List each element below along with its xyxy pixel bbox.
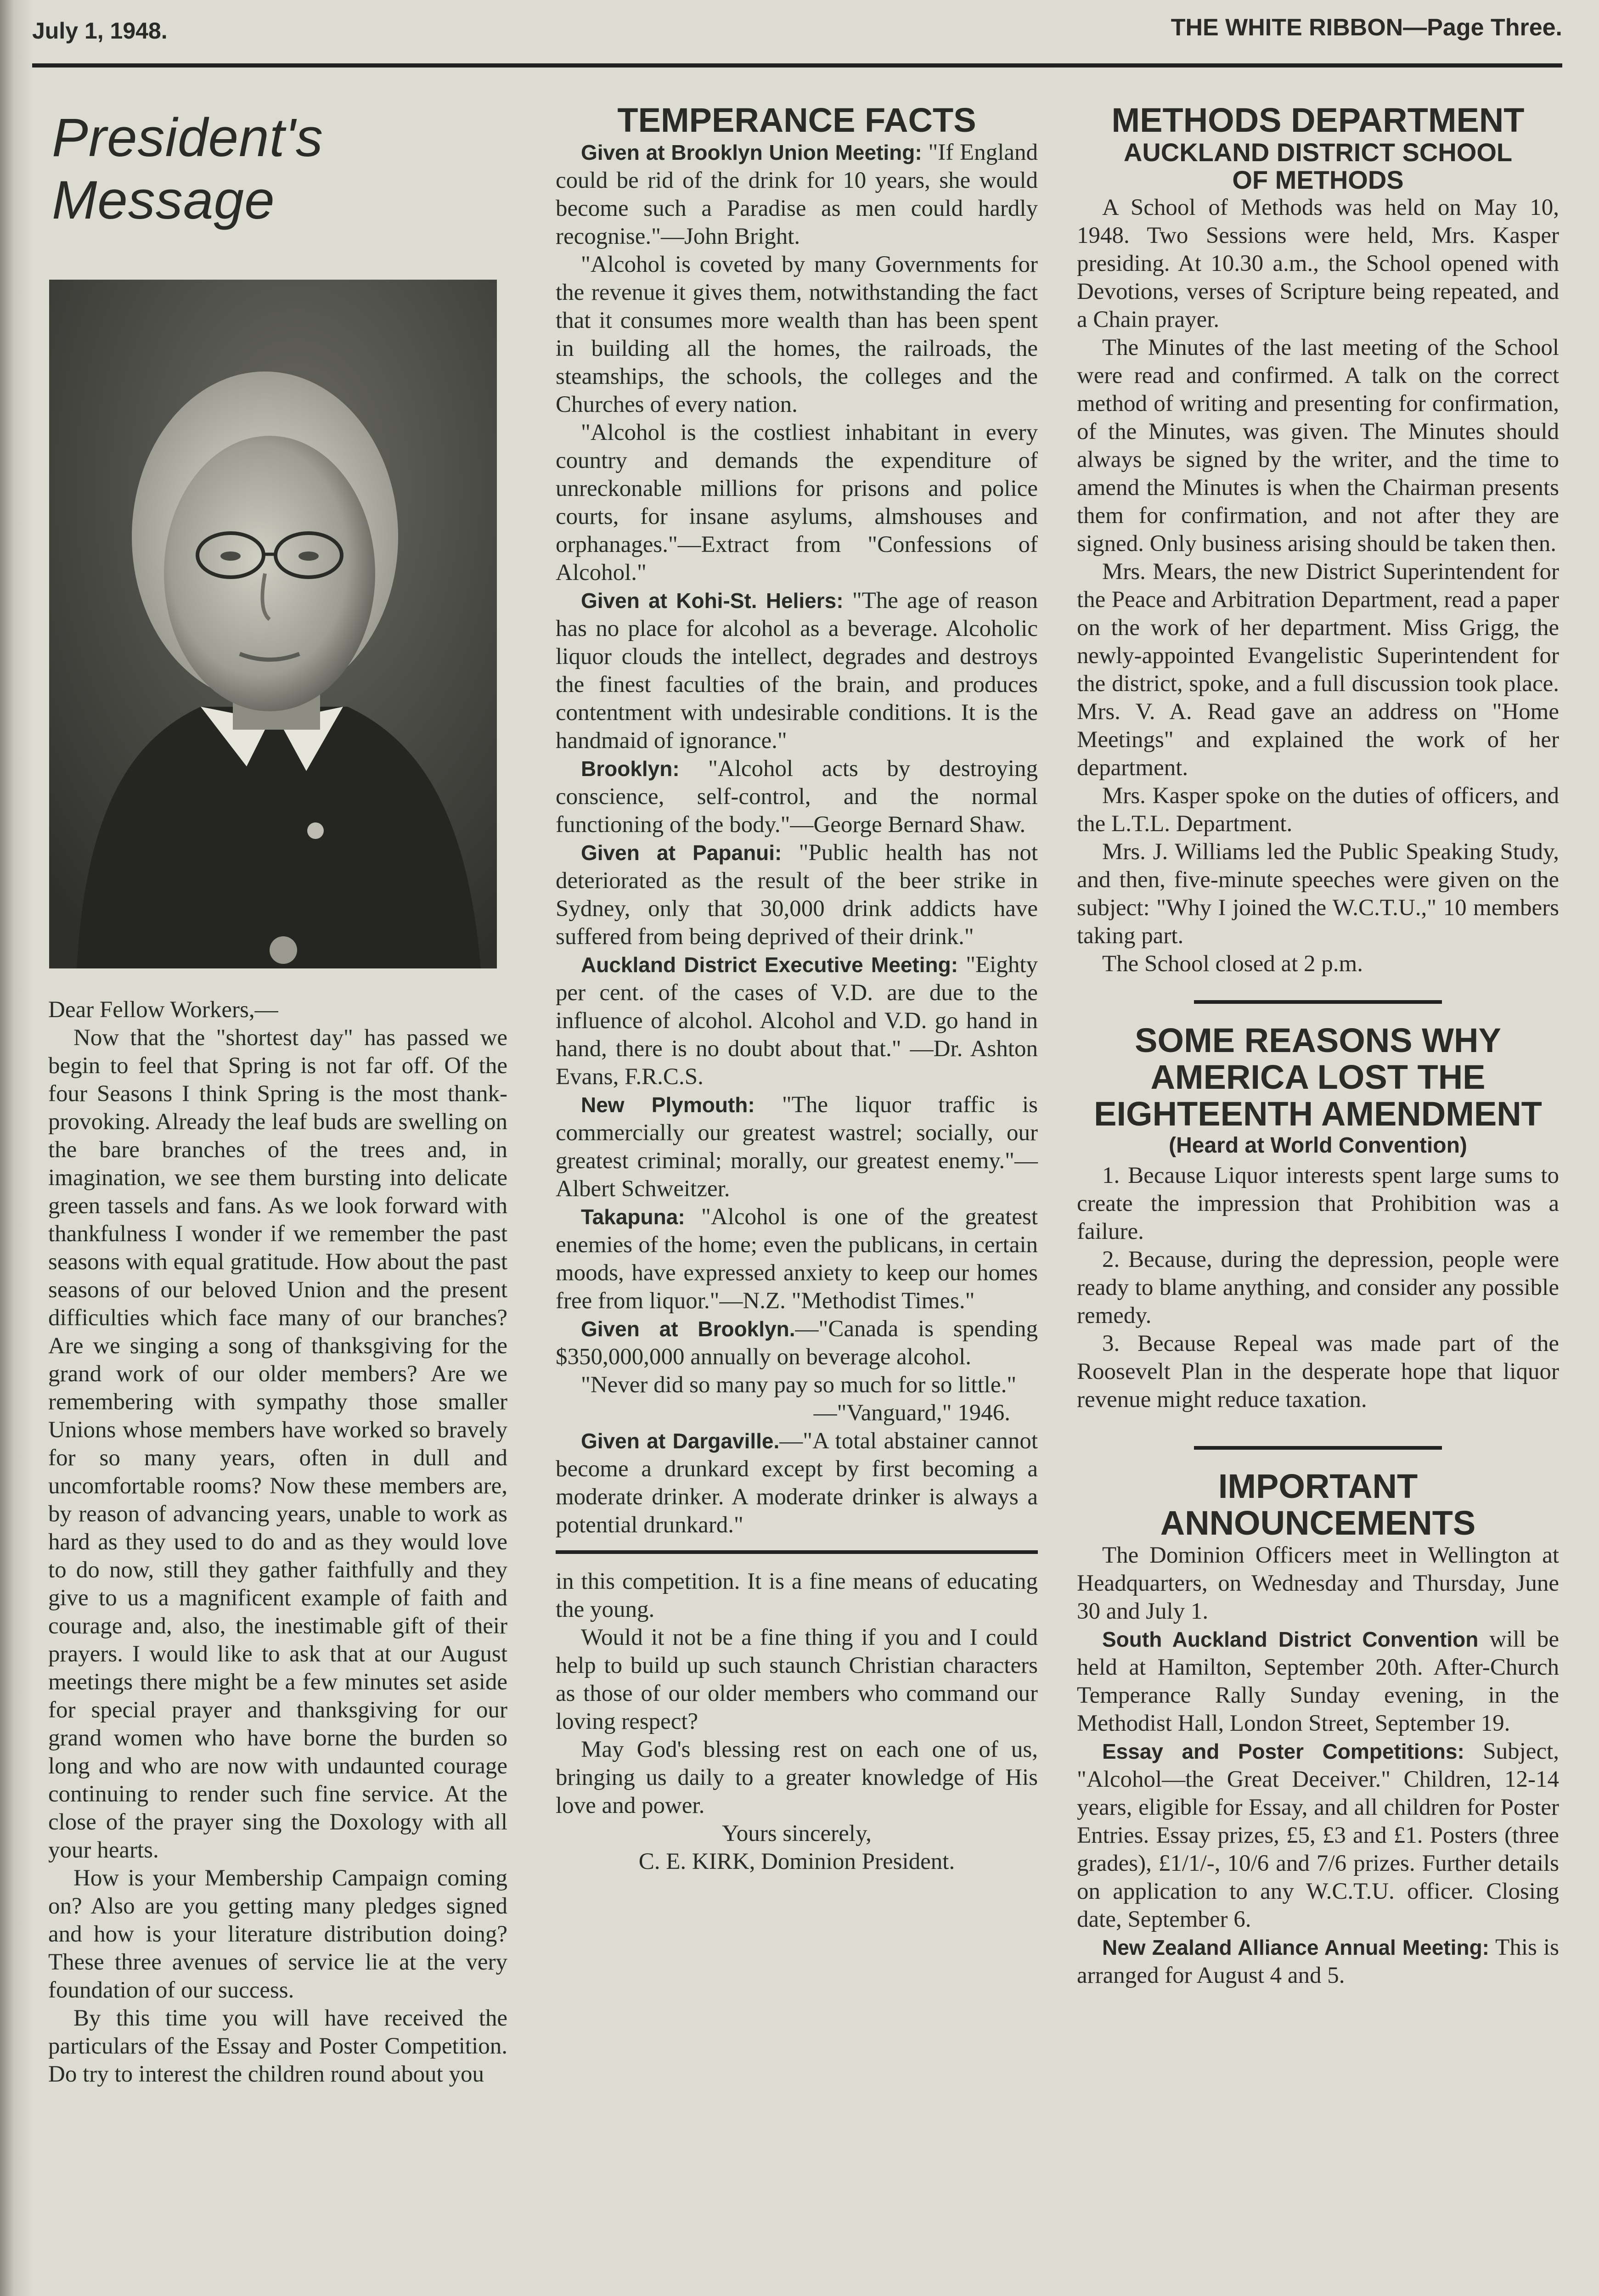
president-continued: May God's blessing rest on each one of us, bringing us daily to a greater knowledge of His love and power. <box>556 1737 1038 1818</box>
president-column <box>48 78 507 2088</box>
president-paragraph: How is your Membership Campaign coming on? Also are you getting many pledges signed and how is your literature distribution doing? These three avenues of service lie at the very foundation of our success. <box>48 1865 507 2003</box>
reasons-title: EIGHTEENTH AMENDMENT <box>1094 1095 1542 1133</box>
president-continued: Would it not be a fine thing if you and I could help to build up such staunch Christian characters as those of our older members who command our loving respect? <box>556 1625 1038 1734</box>
item-lead: Auckland District Executive Meeting: <box>581 953 958 977</box>
temperance-title: TEMPERANCE FACTS <box>617 101 976 139</box>
item-text: "Public health has not deteriorated as the result of the beer strike in Sydney, only that 30,000 drink addicts have suffered from being deprived of their drink." <box>556 840 1038 950</box>
methods-subtitle: OF METHODS <box>1232 165 1404 194</box>
reason-item: 1. Because Liquor interests spent large sums to create the impression that Prohibition was a failure. <box>1077 1163 1559 1244</box>
reason-item: 2. Because, during the depression, people were ready to blame anything, and consider any possible remedy. <box>1077 1247 1559 1328</box>
item-text: "Alcohol is the costliest inhabitant in every country and demands the expenditure of unreckonable millions for prisons and police courts, for insane asylums, almshouses and orphanages."—Extract from "Confessions of Alcohol." <box>556 420 1038 585</box>
president-title: President's Message <box>52 107 324 231</box>
methods-column <box>1077 78 1559 1990</box>
item-text: "Never did so many pay so much for so little." <box>581 1372 1017 1398</box>
portrait-image <box>49 280 497 968</box>
item-lead: Given at Dargaville. <box>581 1429 780 1453</box>
announcement-text: will be held at Hamilton, September 20th. After-Church Temperance Rally Sunday evening, in the Methodist Hall, London Street, September 19. <box>1077 1626 1559 1736</box>
methods-paragraph: Mrs. J. Williams led the Public Speaking Study, and then, five-minute speeches were given on the subject: "Why I joined the W.C.T.U.," 10 members taking part. <box>1077 839 1559 949</box>
item-lead: Given at Brooklyn. <box>581 1317 795 1341</box>
announcement-intro: The Dominion Officers meet in Wellington at Headquarters, on Wednesday and Thursday, June 30 and July 1. <box>1077 1542 1559 1624</box>
salutation: Dear Fellow Workers,— <box>48 997 278 1023</box>
section-rule <box>1194 1000 1442 1004</box>
item-lead: Given at Brooklyn Union Meeting: <box>581 141 922 164</box>
section-rule <box>556 1550 1038 1554</box>
methods-paragraph: Mrs. Mears, the new District Superintendent for the Peace and Arbitration Department, read a paper on the work of her department. Miss Grigg, the newly-appointed Evangelistic Superintendent for the district, spoke, and a full discussion took place. Mrs. V. A. Read gave an address on "Home Meetings" and explained the work of her department. <box>1077 559 1559 781</box>
reason-item: 3. Because Repeal was made part of the Roosevelt Plan in the desperate hope that liquor revenue might reduce taxation. <box>1077 1331 1559 1412</box>
item-lead: Takapuna: <box>581 1205 685 1229</box>
item-lead: Given at Kohi-St. Heliers: <box>581 589 844 613</box>
reasons-title: SOME REASONS WHY <box>1135 1021 1501 1059</box>
signature: C. E. KIRK, Dominion President. <box>638 1849 955 1874</box>
item-lead: Given at Papanui: <box>581 841 782 865</box>
president-paragraph: By this time you will have received the particulars of the Essay and Poster Competition. Do try to interest the children round about you <box>48 2005 507 2087</box>
methods-paragraph: Mrs. Kasper spoke on the duties of officers, and the L.T.L. Department. <box>1077 783 1559 837</box>
item-lead: Brooklyn: <box>581 757 680 781</box>
president-continued: in this competition. It is a fine means of educating the young. <box>556 1569 1038 1622</box>
page-label: THE WHITE RIBBON—Page Three. <box>1171 14 1562 41</box>
issue-date: July 1, 1948. <box>32 18 168 44</box>
methods-paragraph: The Minutes of the last meeting of the School were read and confirmed. A talk on the correct method of writing and presenting for confirmation, of the Minutes, was given. The Minutes should always be signed by the writer, and the time to amend the Minutes is when the Chairman presents them for confirmation, and not after they are signed. Only business arising should be taken then. <box>1077 335 1559 557</box>
section-rule <box>1194 1446 1442 1450</box>
item-text: "The liquor traffic is commercially our greatest wastrel; socially, our greatest criminal; morally, our greatest enemy."—Albert Schweitzer. <box>556 1092 1038 1202</box>
president-portrait <box>49 280 497 968</box>
announcement-text: Subject, "Alcohol—the Great Deceiver." Children, 12-14 years, eligible for Essay, and all children for Poster Entries. Essay prizes, £5, £3 and £1. Posters (three grades), £1/1/-, 10/6 and 7/6 prizes. Further details on application to any W.C.T.U. officer. Closing date, September 6. <box>1077 1739 1559 1932</box>
item-text: "Alcohol acts by destroying conscience, self-control, and the normal functioning of the body."—George Bernard Shaw. <box>556 756 1038 838</box>
header-rule <box>32 63 1562 68</box>
announcement-lead: New Zealand Alliance Annual Meeting: <box>1102 1936 1489 1959</box>
item-lead: New Plymouth: <box>581 1093 755 1117</box>
announcement-lead: South Auckland District Convention <box>1102 1627 1479 1651</box>
methods-paragraph: The School closed at 2 p.m. <box>1102 951 1363 977</box>
item-text: "If England could be rid of the drink for 10 years, she would become such a Paradise as men could hardly recognise."—John Bright. <box>556 140 1038 249</box>
vanguard-credit: —"Vanguard," 1946. <box>813 1400 1010 1426</box>
announcement-text: This is arranged for August 4 and 5. <box>1077 1935 1559 1988</box>
methods-title: METHODS DEPARTMENT <box>1111 101 1525 139</box>
item-text: —"A total abstainer cannot become a drunkard except by first becoming a moderate drinker. A moderate drinker is always a potential drunkard." <box>556 1428 1038 1538</box>
reasons-subtitle: (Heard at World Convention) <box>1169 1133 1467 1158</box>
announcement-lead: Essay and Poster Competitions: <box>1102 1739 1464 1763</box>
methods-subtitle: AUCKLAND DISTRICT SCHOOL <box>1123 138 1513 167</box>
announcements-title: IMPORTANT <box>1218 1467 1418 1505</box>
reasons-title: AMERICA LOST THE <box>1150 1058 1486 1096</box>
item-text: "Eighty per cent. of the cases of V.D. are due to the influence of alcohol. Alcohol and V.D. go hand in hand, there is no doubt about that." —Dr. Ashton Evans, F.R.C.S. <box>556 952 1038 1090</box>
item-text: "Alcohol is coveted by many Governments for the revenue it gives them, notwithstanding the fact that it consumes more wealth than has been spent in building all the homes, the railroads, the steamships, the schools, the colleges and the Churches of every nation. <box>556 252 1038 417</box>
item-text: —"Canada is spending $350,000,000 annually on beverage alcohol. <box>556 1316 1038 1370</box>
president-paragraph: Now that the "shortest day" has passed we begin to feel that Spring is not far off. Of the four Seasons I think Spring is the most thank-provoking. Already the leaf buds are swelling on the bare branches of the trees and, in imagination, we see them bursting into delicate green tassels and fans. As we look forward with thankfulness I wonder if we remember the past seasons with equal gratitude. How about the past seasons of our beloved Union and the present difficulties which face many of our branches? Are we singing a song of thanksgiving for the grand work of our older members? Are we remembering with sympathy those smaller Unions whose members have worked so bravely for so many years, often in dull and uncomfortable rooms? Now these members are, by reason of advancing years, unable to work as hard as they used to do and as they would love to do now, still they gather faithfully and they give to us a magnificent example of faith and courage and, also, the inestimable gift of their prayers. I would like to ask that at our August meetings there might be a few minutes set aside for special prayer and thanksgiving for our grand women who have borne the burden so long and who are now with undaunted courage continuing to render such fine service. At the close of the prayer sing the Doxology with all your hearts. <box>48 1025 507 1863</box>
announcements-title: ANNOUNCEMENTS <box>1160 1504 1476 1542</box>
closing: Yours sincerely, <box>722 1821 872 1846</box>
methods-paragraph: A School of Methods was held on May 10, 1948. Two Sessions were held, Mrs. Kasper presiding. At 10.30 a.m., the School opened with Devotions, verses of Scripture being repeated, and a Chain prayer. <box>1077 195 1559 332</box>
item-text: "The age of reason has no place for alcohol as a beverage. Alcoholic liquor clouds the intellect, degrades and destroys the finest faculties of the brain, and produces contentment with undesirable conditions. It is the handmaid of ignorance." <box>556 588 1038 754</box>
item-text: "Alcohol is one of the greatest enemies of the home; even the publicans, in certain moods, have expressed anxiety to keep our homes free from liquor."—N.Z. "Methodist Times." <box>556 1204 1038 1314</box>
temperance-column <box>556 78 1038 1876</box>
